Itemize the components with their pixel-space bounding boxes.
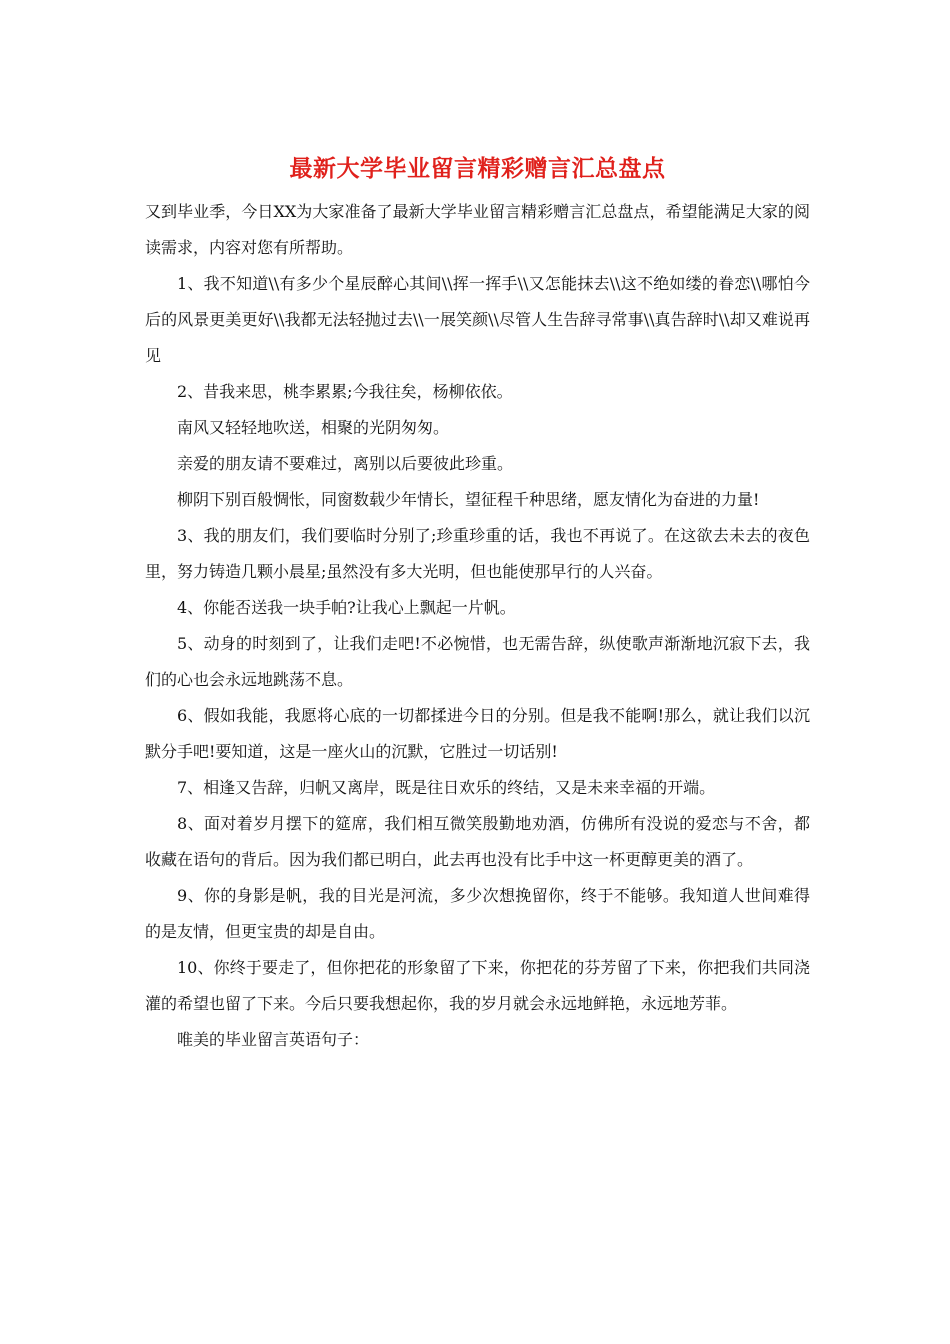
paragraph-13: 9、你的身影是帆，我的目光是河流，多少次想挽留你，终于不能够。我知道人世间难得的是友情，但更宝贵的却是自由。 bbox=[145, 886, 810, 941]
paragraph-6: 柳阴下别百般惆怅，同窗数载少年情长，望征程千种思绪，愿友情化为奋进的力量! bbox=[177, 490, 760, 509]
paragraph-11: 7、相逢又告辞，归帆又离岸，既是往日欢乐的终结，又是未来幸福的开端。 bbox=[177, 778, 716, 797]
paragraph-2: 1、我不知道\\有多少个星辰醉心其间\\挥一挥手\\又怎能抹去\\这不绝如缕的眷恋\\哪怕今后的风景更美更好\\我都无法轻抛过去\\一展笑颜\\尽管人生告辞寻常事\\真告辞时\\却又难说再见 bbox=[145, 274, 810, 365]
paragraph-4: 南风又轻轻地吹送，相聚的光阴匆匆。 bbox=[177, 418, 450, 437]
paragraph-10: 6、假如我能，我愿将心底的一切都揉进今日的分别。但是我不能啊!那么，就让我们以沉默分手吧!要知道，这是一座火山的沉默，它胜过一切话别! bbox=[145, 706, 810, 761]
paragraph-5: 亲爱的朋友请不要难过，离别以后要彼此珍重。 bbox=[177, 454, 514, 473]
paragraph-14: 10、你终于要走了，但你把花的形象留了下来，你把花的芬芳留了下来，你把我们共同浇灌的希望也留了下来。今后只要我想起你，我的岁月就会永远地鲜艳，永远地芳菲。 bbox=[145, 958, 810, 1013]
paragraph-8: 4、你能否送我一块手帕?让我心上飘起一片帆。 bbox=[177, 598, 516, 617]
document-page bbox=[145, 148, 810, 1058]
document-body bbox=[145, 194, 810, 1058]
paragraph-15: 唯美的毕业留言英语句子： bbox=[177, 1030, 370, 1049]
paragraph-9: 5、动身的时刻到了，让我们走吧!不必惋惜，也无需告辞，纵使歌声渐渐地沉寂下去，我们的心也会永远地跳荡不息。 bbox=[145, 634, 810, 689]
paragraph-7: 3、我的朋友们，我们要临时分别了;珍重珍重的话，我也不再说了。在这欲去未去的夜色里，努力铸造几颗小晨星;虽然没有多大光明，但也能使那早行的人兴奋。 bbox=[145, 526, 810, 581]
paragraph-12: 8、面对着岁月摆下的筵席，我们相互微笑殷勤地劝酒，仿佛所有没说的爱恋与不舍，都收藏在语句的背后。因为我们都已明白，此去再也没有比手中这一杯更醇更美的酒了。 bbox=[145, 814, 810, 869]
document-title: 最新大学毕业留言精彩赠言汇总盘点 bbox=[289, 155, 666, 182]
paragraph-1: 又到毕业季，今日XX为大家准备了最新大学毕业留言精彩赠言汇总盘点，希望能满足大家的阅读需求，内容对您有所帮助。 bbox=[145, 202, 810, 257]
paragraph-3: 2、昔我来思，桃李累累;今我往矣，杨柳依依。 bbox=[177, 382, 513, 401]
